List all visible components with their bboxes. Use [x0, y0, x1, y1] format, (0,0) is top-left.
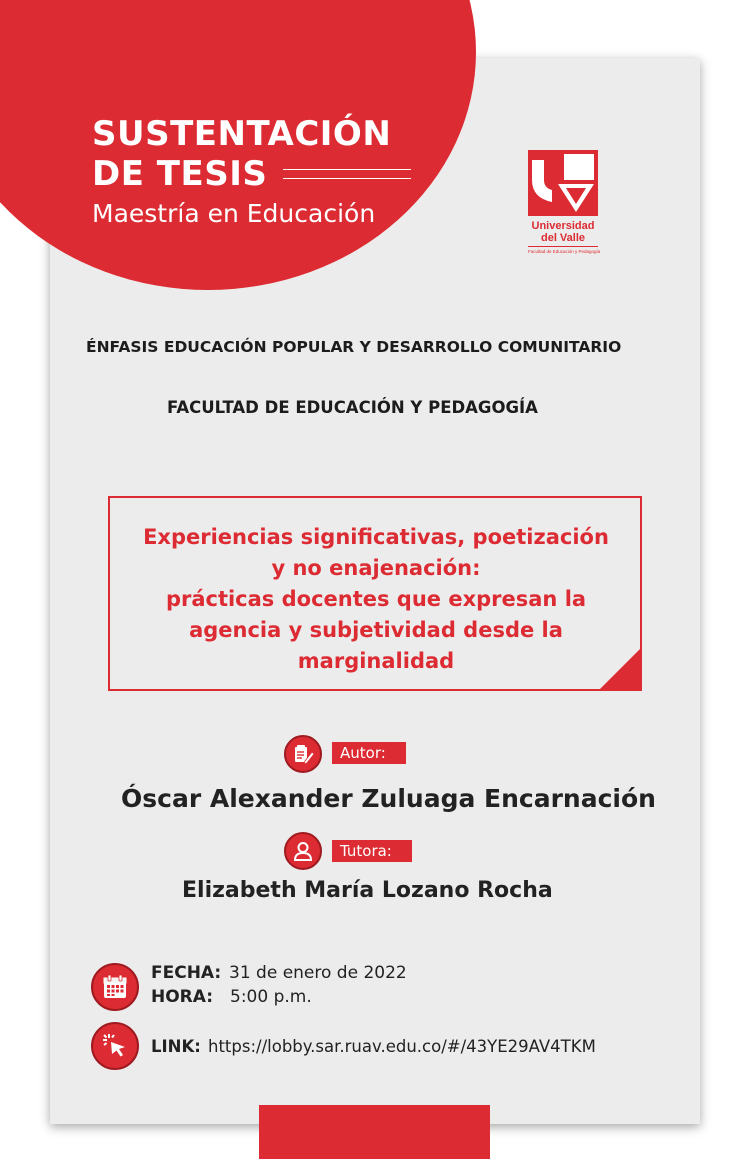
logo-faculty-text: Facultad de Educación y Pedagogía [528, 249, 601, 254]
time-value: 5:00 p.m. [230, 987, 312, 1007]
author-icon-badge [284, 735, 322, 773]
meeting-link[interactable]: https://lobby.sar.ruav.edu.co/#/43YE29AV4TKM [208, 1037, 596, 1056]
university-logo [528, 150, 604, 255]
author-name: Óscar Alexander Zuluaga Encarnación [121, 784, 656, 813]
thesis-title-box [108, 496, 642, 691]
decorative-double-line [283, 169, 411, 179]
thesis-title-line: prácticas docentes que expresan la [165, 587, 587, 611]
date-label: FECHA: [151, 963, 222, 983]
link-icon-badge [91, 1022, 139, 1070]
emphasis-heading: ÉNFASIS EDUCACIÓN POPULAR Y DESARROLLO COMUNITARIO [86, 338, 622, 356]
user-icon [292, 840, 314, 862]
header-title-block [92, 114, 411, 232]
link-label: LINK: [151, 1037, 201, 1056]
tutor-icon-badge [284, 832, 322, 870]
cursor-click-icon [101, 1032, 129, 1060]
author-label: Autor: [332, 742, 406, 764]
time-line [151, 987, 312, 1007]
tutor-name: Elizabeth María Lozano Rocha [182, 878, 553, 903]
time-label: HORA: [151, 987, 214, 1007]
edit-document-icon [292, 743, 314, 765]
date-line [151, 963, 407, 983]
bottom-accent-bar [259, 1105, 490, 1159]
subtitle: Maestría en Educación [92, 199, 376, 228]
title-box-corner-triangle [600, 649, 640, 689]
calendar-icon [101, 973, 129, 1001]
thesis-title-line: y no enajenación: [271, 556, 481, 580]
logo-divider [528, 246, 598, 247]
thesis-title [120, 522, 632, 677]
logo-name-line-2: del Valle [540, 232, 586, 244]
title-line-2-text: DE TESIS [92, 154, 268, 194]
tutor-label: Tutora: [332, 840, 412, 862]
title-line-1: SUSTENTACIÓN [92, 114, 392, 154]
thesis-title-line: Experiencias significativas, poetización [143, 525, 609, 549]
title-line-2 [92, 154, 411, 194]
faculty-heading: FACULTAD DE EDUCACIÓN Y PEDAGOGÍA [167, 398, 538, 417]
univalle-emblem-icon [528, 150, 598, 216]
thesis-title-line: agencia y subjetividad desde la [189, 618, 563, 642]
calendar-icon-badge [91, 963, 139, 1011]
logo-name-line-1: Universidad [531, 220, 595, 232]
date-value: 31 de enero de 2022 [229, 963, 407, 983]
thesis-title-line: marginalidad [297, 649, 455, 673]
link-line [151, 1037, 596, 1056]
